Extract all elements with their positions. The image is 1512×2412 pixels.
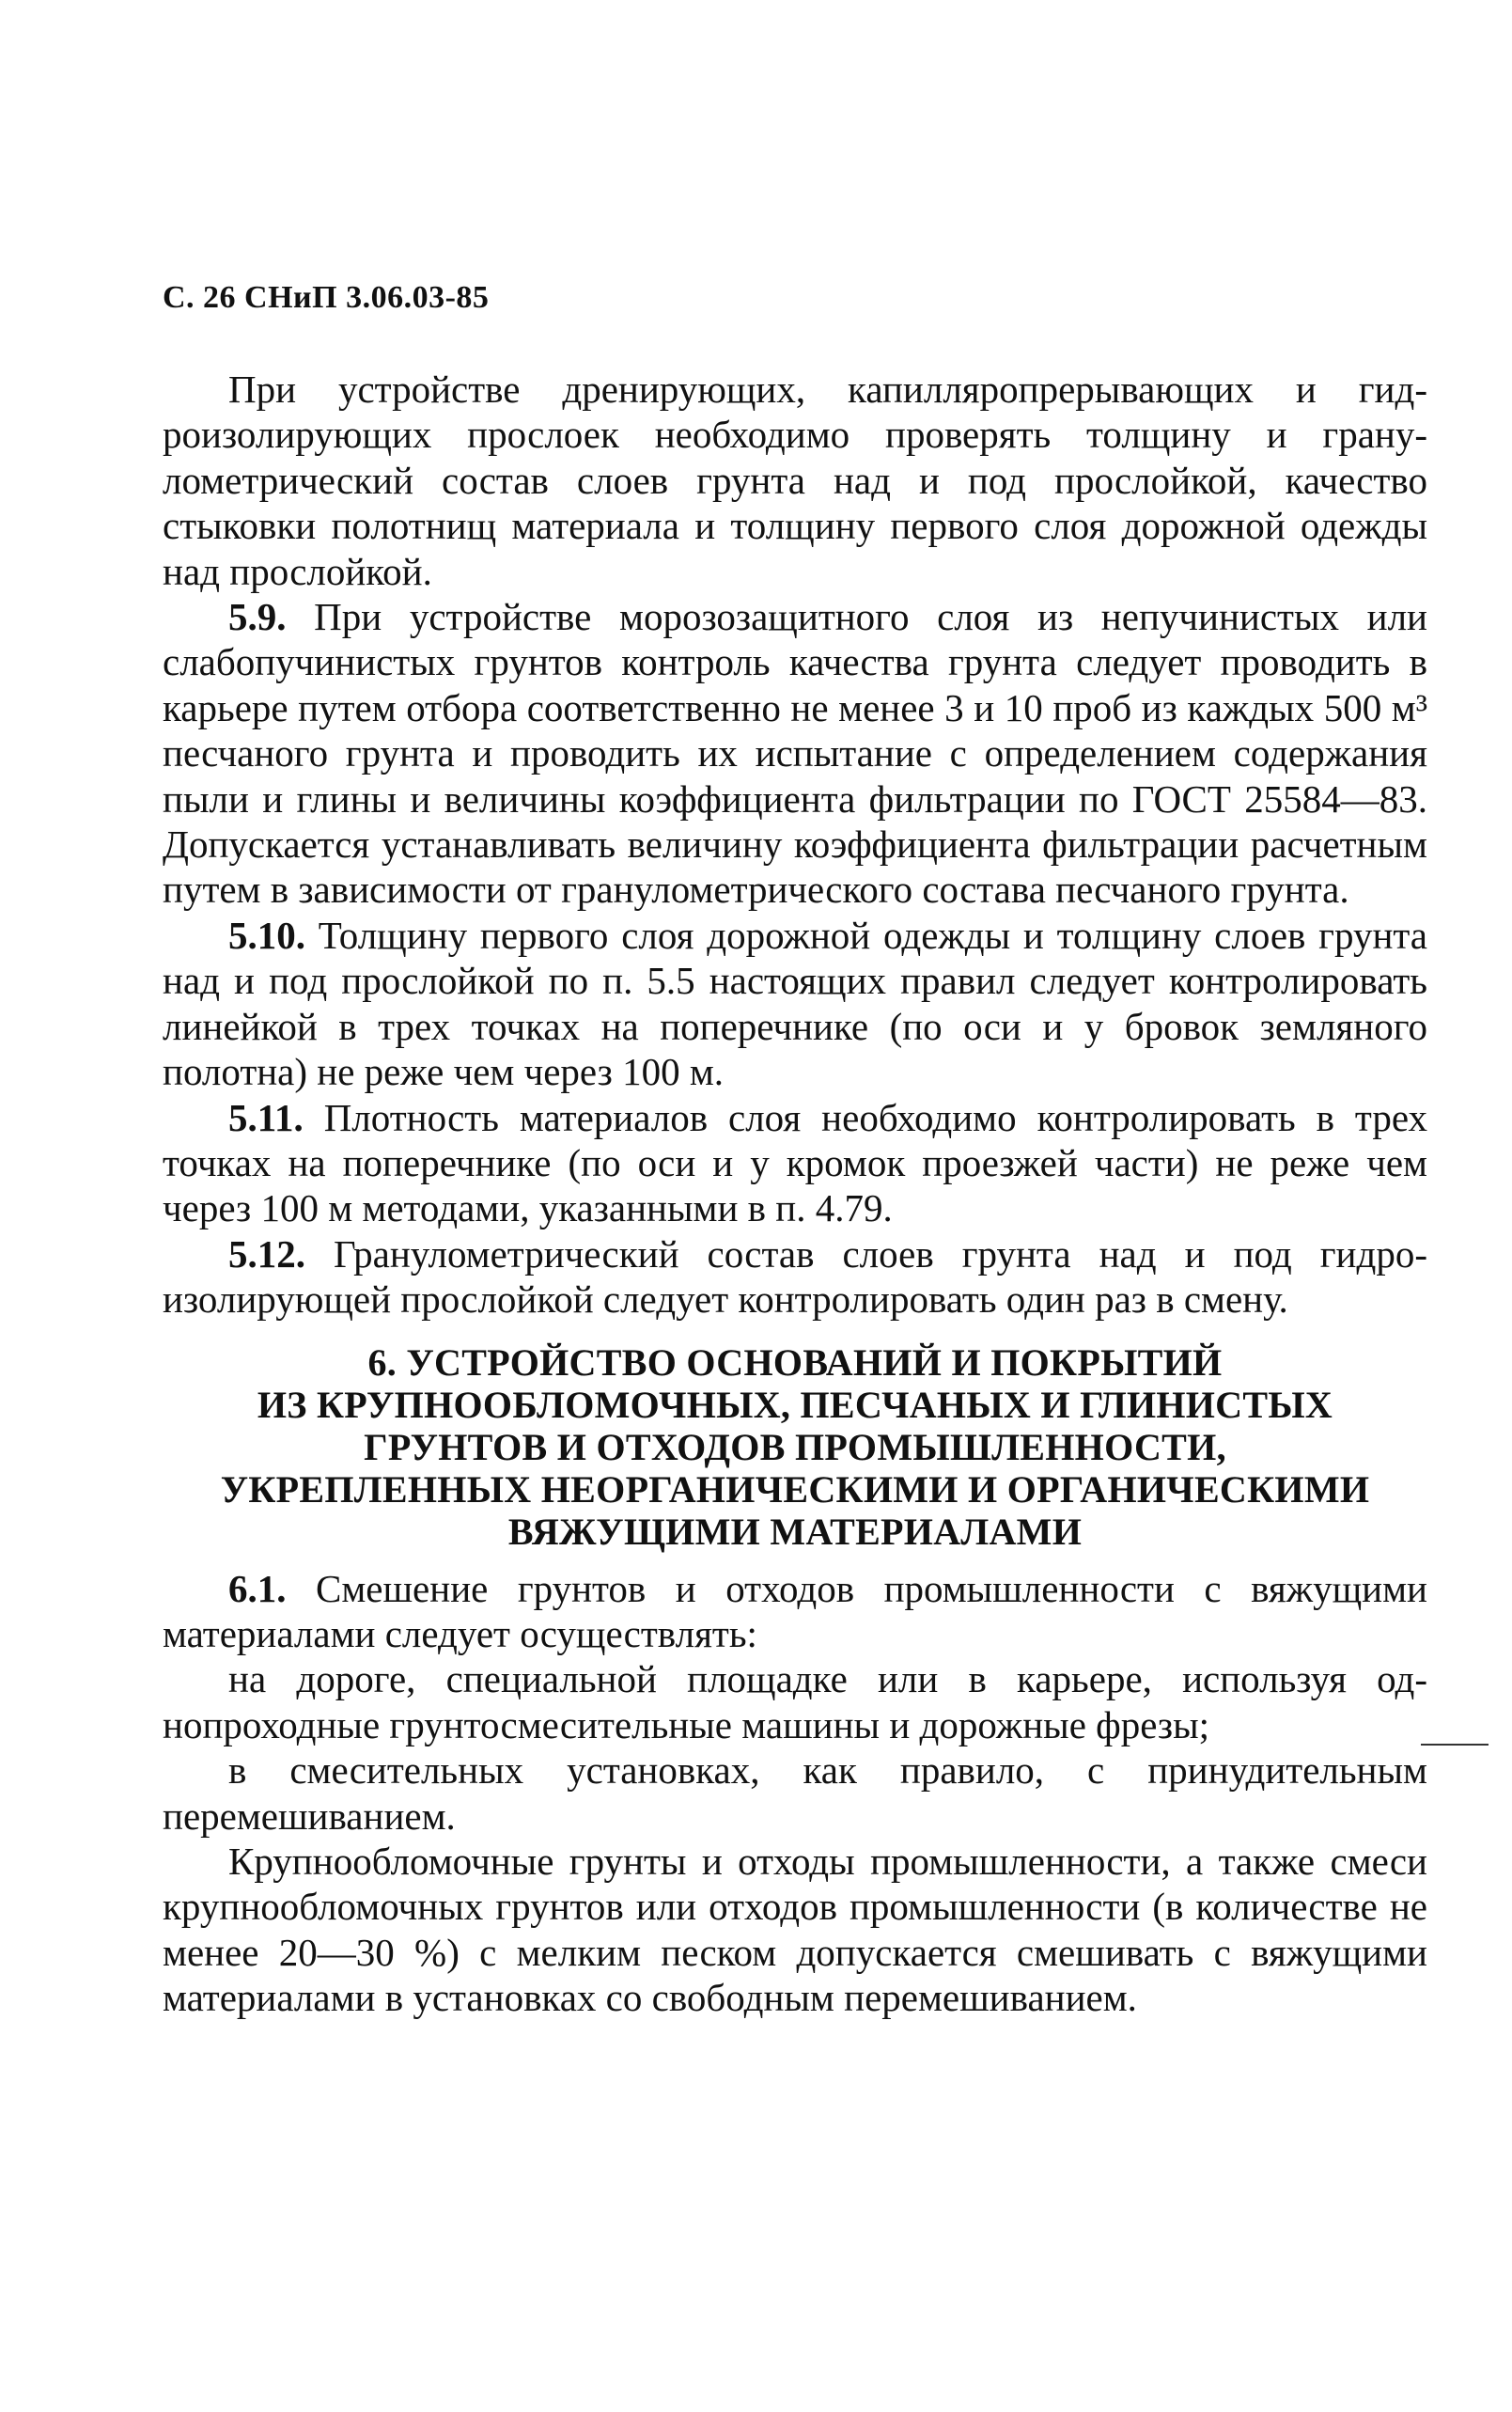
section-heading-line: ИЗ КРУПНООБЛОМОЧНЫХ, ПЕСЧАНЫХ И ГЛИНИСТЫХ bbox=[257, 1383, 1333, 1426]
clause-number: 5.10. bbox=[228, 913, 305, 957]
section-heading bbox=[163, 1341, 1427, 1553]
clause-5-11 bbox=[163, 1095, 1427, 1231]
paragraph-text: на дороге, специальной площадке или в карьере, используя однопроходные грунтосмесительные машины и дорожные фрезы; bbox=[163, 1657, 1427, 1746]
paragraph-text: Гранулометрический состав слоев грунта над и под гидроизолирующей прослойкой следует контролировать один раз в смену. bbox=[163, 1231, 1427, 1322]
document-body bbox=[163, 367, 1427, 2021]
paragraph-text: Крупнообломочные грунты и отходы промышленности, а также смеси крупнообломочных грунтов или отходов промышленности (в количестве не менее 20—30 %) с мелким песком допускается смешивать с вяжущими материалами в установках со свободным перемешиванием. bbox=[163, 1839, 1427, 2020]
running-header: С. 26 СНиП 3.06.03-85 bbox=[163, 280, 490, 315]
paragraph-text: Смешение грунтов и отходов промышленности с вяжущими материалами следует осуществлять: bbox=[163, 1566, 1428, 1655]
paragraph-text: в смесительных установках, как правило, с принудительным перемешиванием. bbox=[163, 1748, 1427, 1838]
paragraph-plant-mixing bbox=[163, 1747, 1427, 1839]
clause-number: 5.12. bbox=[228, 1231, 305, 1276]
section-heading-line: УКРЕПЛЕННЫХ НЕОРГАНИЧЕСКИМИ И ОРГАНИЧЕСКИМИ bbox=[220, 1467, 1370, 1511]
section-heading-line: 6. УСТРОЙСТВО ОСНОВАНИЙ И ПОКРЫТИЙ bbox=[367, 1340, 1223, 1384]
clause-number: 5.11. bbox=[228, 1095, 304, 1139]
paragraph-layers-check bbox=[163, 367, 1427, 594]
section-heading-line: ВЯЖУЩИМИ МАТЕРИАЛАМИ bbox=[507, 1510, 1083, 1553]
paragraph-text: При устройстве морозозащитного слоя из непучинистых или слабопучинистых грунтов контроль качества грунта следует проводить в карьере путем отбора соответственно не менее 3 и 10 проб из каждых 500 м³ песчаного грунта и проводить их испытание с определением содержания пыли и глины и величины коэффициента фильтрации по ГОСТ 25584—83. Допускается устанавливать величину коэффициента фильтрации расчетным путем в зависимости от гранулометрического состава песчаного грунта. bbox=[163, 595, 1427, 912]
clause-5-10 bbox=[163, 913, 1427, 1095]
clause-number: 5.9. bbox=[228, 595, 287, 639]
paragraph-coarse-soils bbox=[163, 1839, 1427, 2021]
paragraph-text: Толщину первого слоя дорожной одежды и толщину слоев грунта над и под прослойкой по п. 5.5 настоящих правил следует контролировать линейкой в трех точках на поперечнике (по оси и у бровок земляного полотна) не реже чем через 100 м. bbox=[163, 913, 1428, 1094]
clause-number: 6.1. bbox=[228, 1566, 287, 1610]
paragraph-text: Плотность материалов слоя необходимо контролировать в трех точках на поперечнике (по оси и у кромок проезжей части) не реже чем через 100 м методами, указанными в п. 4.79. bbox=[163, 1095, 1427, 1230]
clause-6-1 bbox=[163, 1566, 1427, 1657]
section-heading-line: ГРУНТОВ И ОТХОДОВ ПРОМЫШЛЕННОСТИ, bbox=[364, 1425, 1226, 1468]
paragraph-road-mixing bbox=[163, 1656, 1427, 1747]
clause-5-9 bbox=[163, 594, 1427, 913]
clause-5-12 bbox=[163, 1231, 1427, 1323]
margin-line-mark bbox=[1421, 1744, 1489, 1746]
paragraph-text: При устройстве дренирующих, капилляропрерывающих и гидроизолирующих прослоек необходимо проверять толщину и гранулометрический состав слоев грунта над и под прослойкой, качество стыковки полотнищ материала и толщину первого слоя дорожной одежды над прослойкой. bbox=[163, 368, 1427, 593]
